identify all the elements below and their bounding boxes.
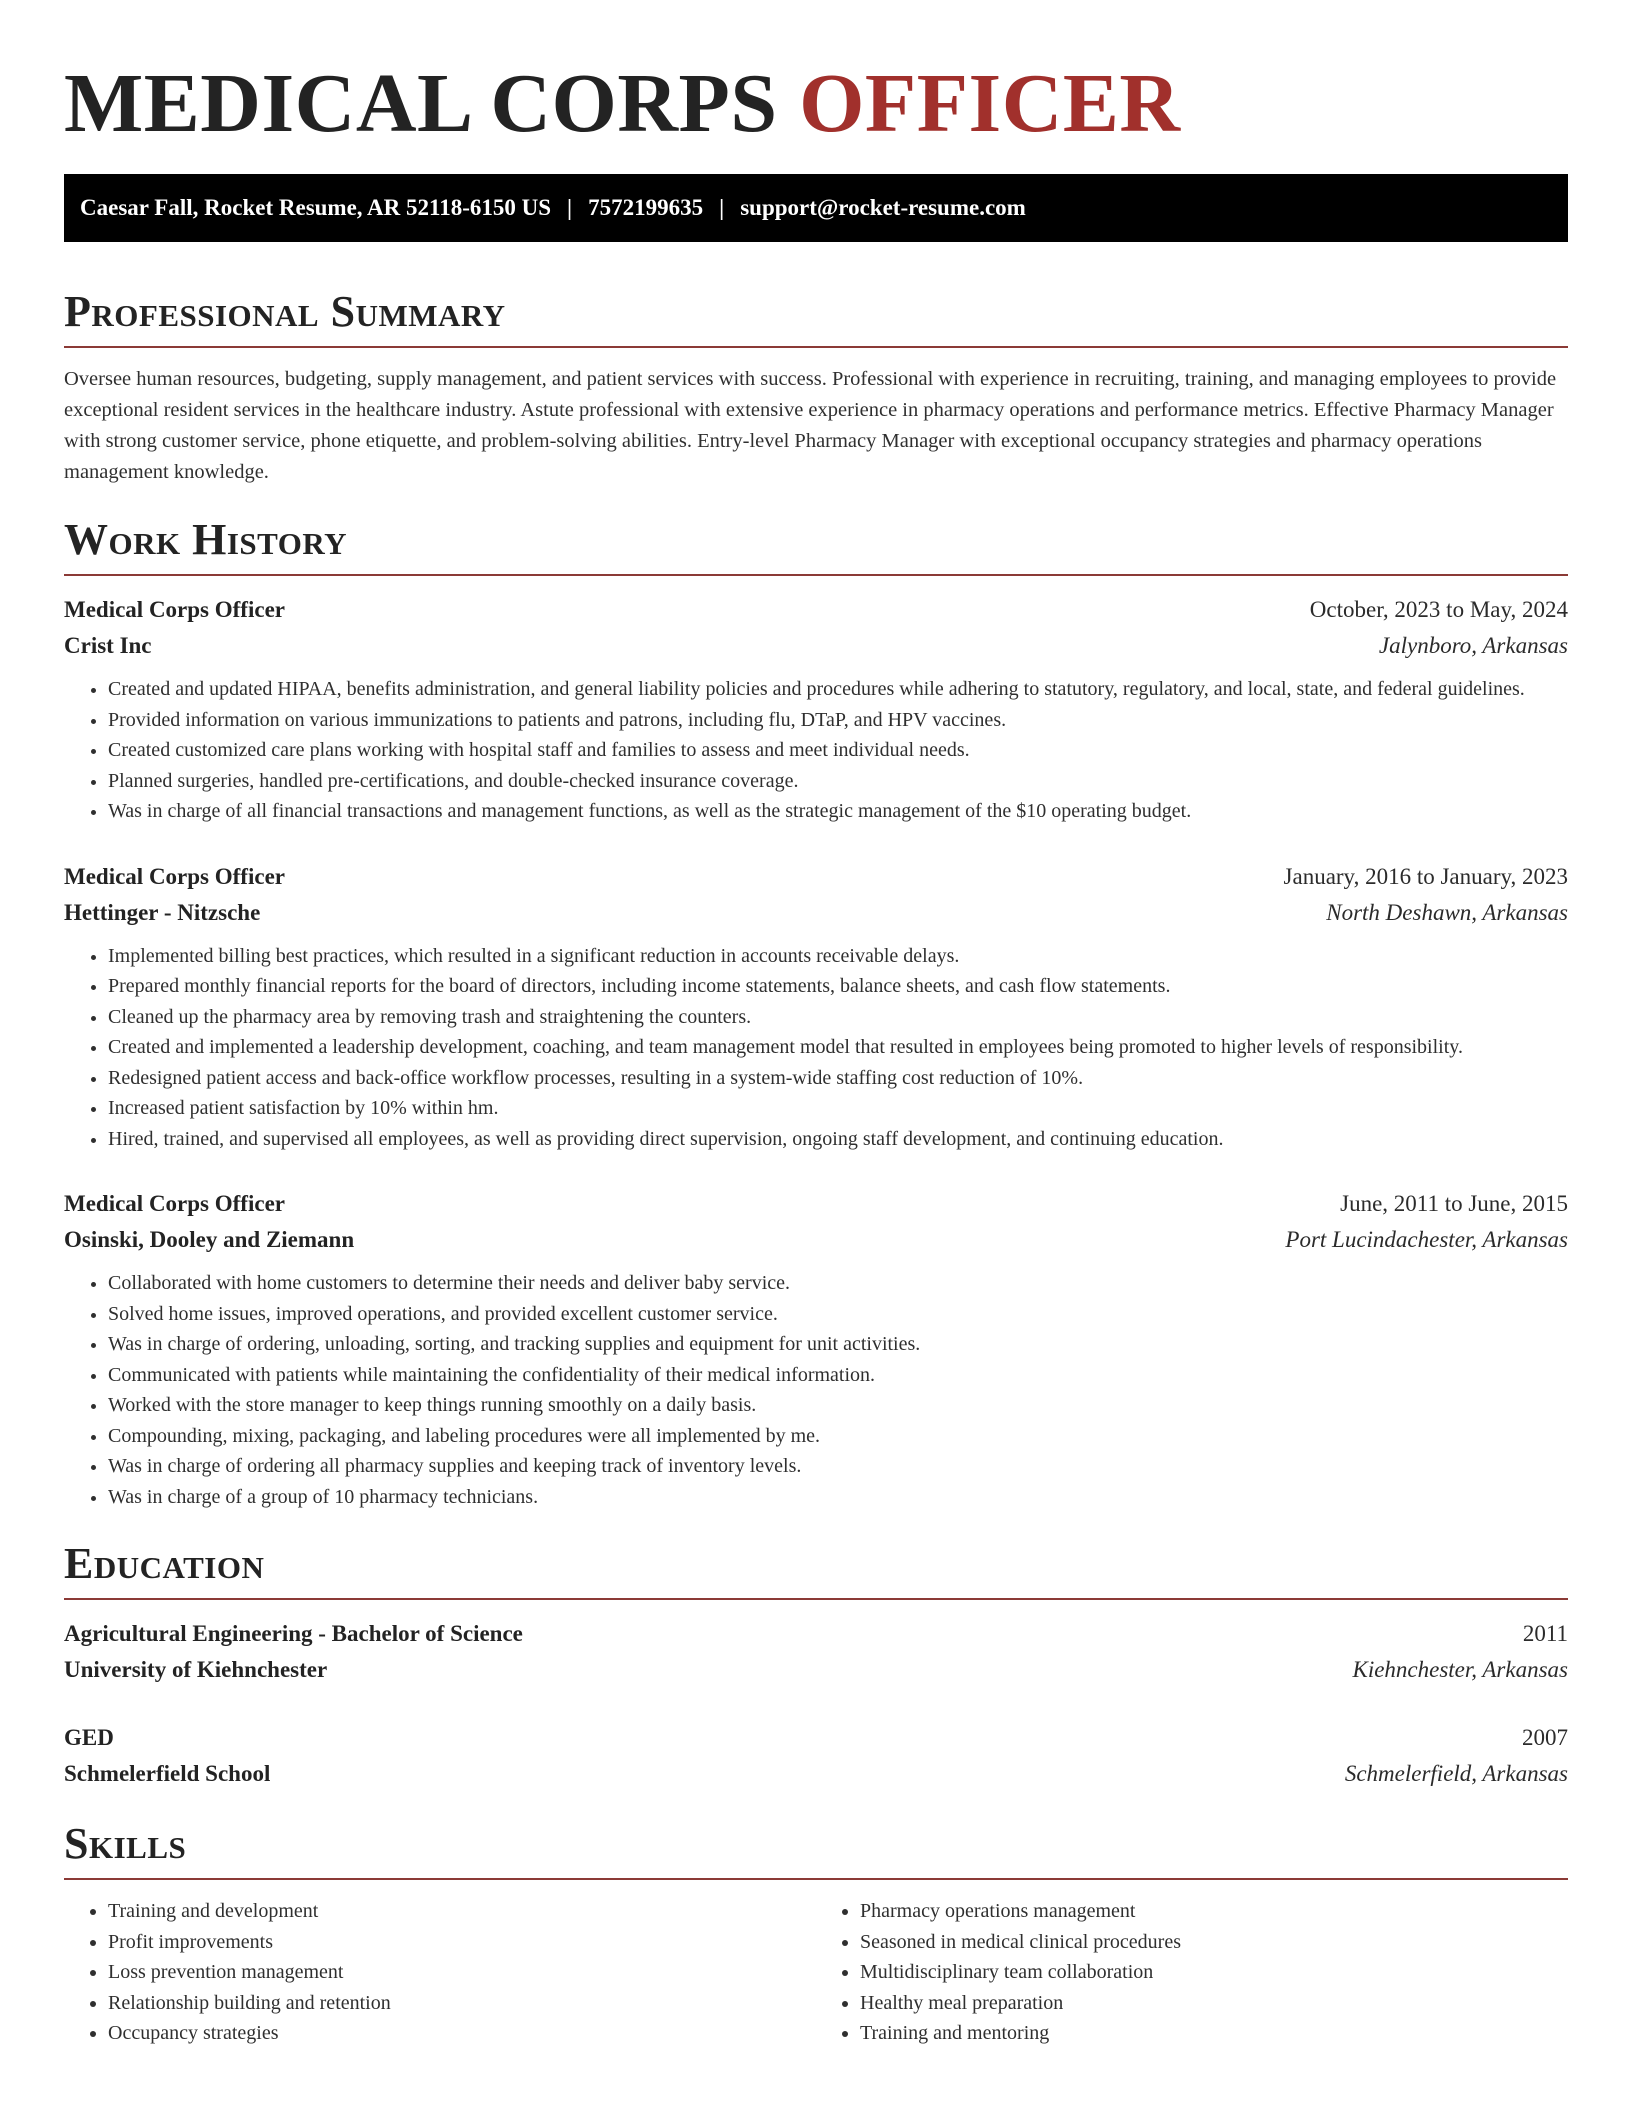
list-item: • Pharmacy operations management (860, 1896, 1568, 1927)
job-entry (64, 1186, 1568, 1512)
education-school-row (64, 1756, 1568, 1792)
section-divider (64, 1598, 1568, 1600)
list-item: • Solved home issues, improved operations, and provided excellent customer service. (108, 1299, 1568, 1330)
education-degree-row (64, 1720, 1568, 1756)
list-item: • Healthy meal preparation (860, 1988, 1568, 2019)
education-entry (64, 1720, 1568, 1792)
skills-list-right (816, 1896, 1568, 2049)
job-location: Jalynboro, Arkansas (1378, 633, 1568, 658)
education-school: University of Kiehnchester (64, 1657, 328, 1682)
list-item: • Created and updated HIPAA, benefits administration, and general liability policies and procedures while adhering to statutory, regulatory, and local, state, and federal guidelines. (108, 674, 1568, 705)
education-degree: Agricultural Engineering - Bachelor of Science (64, 1621, 523, 1646)
resume-title (64, 54, 1568, 154)
section-heading-work-history: Work History (64, 515, 348, 564)
list-item: • Compounding, mixing, packaging, and labeling procedures were all implemented by me. (108, 1421, 1568, 1452)
summary-text: Oversee human resources, budgeting, supply management, and patient services with success. Professional with experience in recruiting, training, and managing employees to provide exceptional resident services in the healthcare industry. Astute professional with extensive experience in pharmacy operations and performance metrics. Effective Pharmacy Manager with strong customer service, phone etiquette, and problem-solving abilities. Entry-level Pharmacy Manager with exceptional occupancy strategies and pharmacy operations management knowledge. (64, 368, 1557, 483)
job-header-row (64, 592, 1568, 628)
contact-email: support@rocket-resume.com (740, 195, 1026, 220)
job-title: Medical Corps Officer (64, 1191, 285, 1216)
list-item: • Prepared monthly financial reports for the board of directors, including income statements, balance sheets, and cash flow statements. (108, 971, 1568, 1002)
job-company-row (64, 628, 1568, 664)
section-divider (64, 574, 1568, 576)
contact-address: Caesar Fall, Rocket Resume, AR 52118-6150 US (80, 195, 552, 220)
job-company-row (64, 895, 1568, 931)
education-section (64, 1538, 1568, 1792)
list-item: • Provided information on various immunizations to patients and patrons, including flu, DTaP, and HPV vaccines. (108, 705, 1568, 736)
list-item: • Created and implemented a leadership development, coaching, and team management model that resulted in employees being promoted to higher levels of responsibility. (108, 1032, 1568, 1063)
list-item: • Was in charge of ordering all pharmacy supplies and keeping track of inventory levels. (108, 1451, 1568, 1482)
section-divider (64, 1878, 1568, 1880)
list-item: • Was in charge of ordering, unloading, sorting, and tracking supplies and equipment for unit activities. (108, 1329, 1568, 1360)
education-location: Schmelerfield, Arkansas (1344, 1761, 1568, 1786)
skills-columns (64, 1896, 1568, 2049)
list-item: • Cleaned up the pharmacy area by removing trash and straightening the counters. (108, 1002, 1568, 1033)
skills-list-left (64, 1896, 816, 2049)
job-location: North Deshawn, Arkansas (1326, 899, 1568, 925)
title-accent: OFFICER (799, 57, 1181, 150)
section-heading-skills: Skills (64, 1819, 187, 1868)
job-entry (64, 592, 1568, 827)
list-item: • Increased patient satisfaction by 10% within hm. (108, 1093, 1568, 1124)
education-school-row (64, 1652, 1568, 1688)
list-item: • Implemented billing best practices, which resulted in a significant reduction in accounts receivable delays. (108, 941, 1568, 972)
list-item: • Training and development (108, 1896, 816, 1927)
section-heading-summary: Professional Summary (64, 287, 506, 336)
list-item: • Collaborated with home customers to determine their needs and deliver baby service. (108, 1268, 1568, 1299)
job-dates: June, 2011 to June, 2015 (1340, 1191, 1568, 1216)
contact-separator: | (567, 195, 573, 220)
list-item: • Occupancy strategies (108, 2018, 816, 2049)
work-history-section (64, 514, 1568, 1512)
list-item: • Multidisciplinary team collaboration (860, 1957, 1568, 1988)
education-year: 2011 (1522, 1621, 1568, 1646)
section-divider (64, 346, 1568, 348)
skills-section (64, 1818, 1568, 2049)
list-item: • Relationship building and retention (108, 1988, 816, 2019)
job-company: Hettinger - Nitzsche (64, 899, 261, 925)
education-school: Schmelerfield School (64, 1761, 271, 1786)
list-item: • Worked with the store manager to keep things running smoothly on a daily basis. (108, 1390, 1568, 1421)
education-location: Kiehnchester, Arkansas (1352, 1657, 1568, 1682)
education-degree-row (64, 1616, 1568, 1652)
contact-phone: 7572199635 (588, 195, 704, 220)
list-item: • Training and mentoring (860, 2018, 1568, 2049)
title-main: MEDICAL CORPS (64, 57, 778, 150)
job-dates: October, 2023 to May, 2024 (1309, 597, 1568, 622)
list-item: • Created customized care plans working with hospital staff and families to assess and meet individual needs. (108, 735, 1568, 766)
list-item: • Hired, trained, and supervised all employees, as well as providing direct supervision, ongoing staff development, and continuing education. (108, 1124, 1568, 1155)
list-item: • Seasoned in medical clinical procedures (860, 1927, 1568, 1958)
contact-bar (64, 174, 1568, 242)
job-dates: January, 2016 to January, 2023 (1283, 863, 1568, 889)
job-header-row (64, 859, 1568, 895)
list-item: • Was in charge of all financial transactions and management functions, as well as the strategic management of the $10 operating budget. (108, 796, 1568, 827)
job-bullets (64, 941, 1568, 1155)
job-bullets (64, 1268, 1568, 1512)
education-degree: GED (64, 1725, 114, 1750)
job-company-row (64, 1222, 1568, 1258)
job-company: Crist Inc (64, 633, 152, 658)
list-item: • Redesigned patient access and back-office workflow processes, resulting in a system-wide staffing cost reduction of 10%. (108, 1063, 1568, 1094)
contact-separator: | (719, 195, 725, 220)
job-header-row (64, 1186, 1568, 1222)
summary-section (64, 286, 1568, 488)
job-company: Osinski, Dooley and Ziemann (64, 1227, 355, 1252)
list-item: • Loss prevention management (108, 1957, 816, 1988)
list-item: • Communicated with patients while maintaining the confidentiality of their medical information. (108, 1360, 1568, 1391)
list-item: • Was in charge of a group of 10 pharmacy technicians. (108, 1482, 1568, 1513)
education-entry (64, 1616, 1568, 1688)
education-year: 2007 (1522, 1725, 1568, 1750)
list-item: • Planned surgeries, handled pre-certifications, and double-checked insurance coverage. (108, 766, 1568, 797)
job-location: Port Lucindachester, Arkansas (1285, 1227, 1568, 1252)
section-heading-education: Education (64, 1539, 265, 1588)
job-title: Medical Corps Officer (64, 597, 285, 622)
job-entry (64, 859, 1568, 1155)
list-item: • Profit improvements (108, 1927, 816, 1958)
job-bullets (64, 674, 1568, 827)
job-title: Medical Corps Officer (64, 863, 285, 889)
